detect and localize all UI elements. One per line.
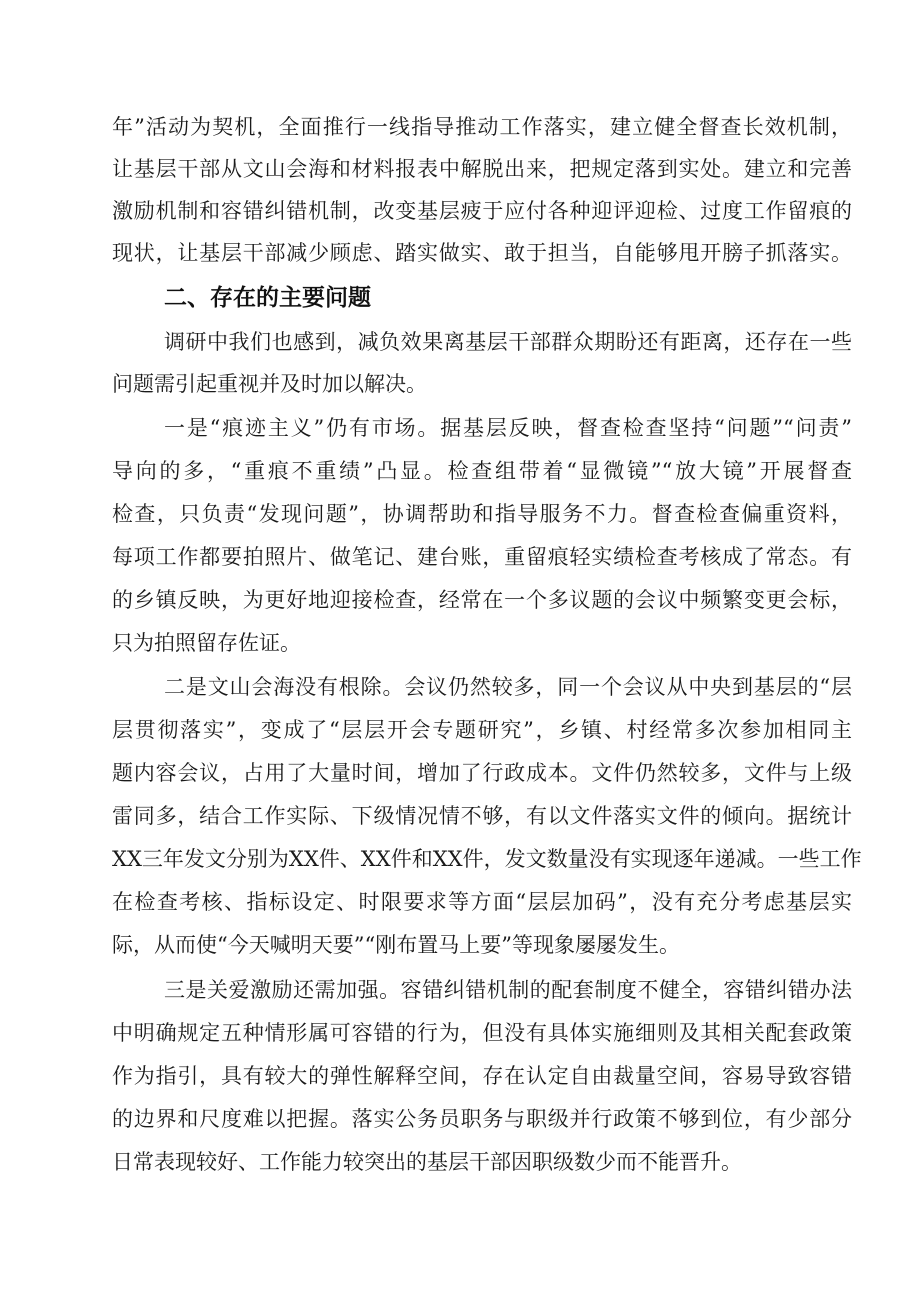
para3-line-7: 际，从而使“今天喊明天要”“刚布置马上要”等现象屡屡发生。 bbox=[112, 933, 680, 957]
intro-line-3: 激励机制和容错纠错机制，改变基层疲于应付各种迎评迎检、过度工作留痕的 bbox=[112, 199, 852, 223]
para3-line-3: 题内容会议，占用了大量时间，增加了行政成本。文件仍然较多，文件与上级 bbox=[112, 761, 852, 785]
para1-line-2: 问题需引起重视并及时加以解决。 bbox=[112, 372, 427, 396]
intro-line-2: 让基层干部从文山会海和材料报表中解脱出来，把规定落到实处。建立和完善 bbox=[112, 157, 852, 181]
para2-line-4: 每项工作都要拍照片、做笔记、建台账，重留痕轻实绩检查考核成了常态。有 bbox=[112, 545, 852, 569]
para2-line-3: 检查，只负责“发现问题”，协调帮助和指导服务不力。督查检查偏重资料， bbox=[112, 502, 852, 526]
para3-line-4: 雷同多，结合工作实际、下级情况情不够，有以文件落实文件的倾向。据统计 bbox=[112, 804, 852, 828]
para3-line-2: 层贯彻落实”，变成了“层层开会专题研究”，乡镇、村经常多次参加相同主 bbox=[112, 718, 852, 742]
para3-line-5: XX三年发文分别为XX件、XX件和XX件，发文数量没有实现逐年递减。一些工作 bbox=[112, 847, 862, 871]
para4-line-5: 日常表现较好、工作能力较突出的基层干部因职级数少而不能晋升。 bbox=[112, 1150, 742, 1174]
intro-line-4: 现状，让基层干部减少顾虑、踏实做实、敢于担当，自能够甩开膀子抓落实。 bbox=[112, 241, 852, 265]
para2-line-2: 导向的多，“重痕不重绩”凸显。检查组带着“显微镜”“放大镜”开展督查 bbox=[112, 459, 852, 483]
section-heading: 二、存在的主要问题 bbox=[164, 285, 371, 311]
para4-line-2: 中明确规定五种情形属可容错的行为，但没有具体实施细则及其相关配套政策 bbox=[112, 1021, 852, 1045]
para3-line-6: 在检查考核、指标设定、时限要求等方面“层层加码”，没有充分考虑基层实 bbox=[112, 890, 852, 914]
para2-line-1: 一是“痕迹主义”仍有市场。据基层反映，督查检查坚持“问题”“问责” bbox=[164, 416, 852, 440]
para1-line-1: 调研中我们也感到，减负效果离基层干部群众期盼还有距离，还存在一些 bbox=[164, 330, 852, 354]
para2-line-5: 的乡镇反映，为更好地迎接检查，经常在一个多议题的会议中频繁变更会标， bbox=[112, 588, 852, 612]
para4-line-1: 三是关爱激励还需加强。容错纠错机制的配套制度不健全，容错纠错办法 bbox=[164, 978, 852, 1002]
para4-line-4: 的边界和尺度难以把握。落实公务员职务与职级并行政策不够到位，有少部分 bbox=[112, 1107, 852, 1131]
para4-line-3: 作为指引，具有较大的弹性解释空间，存在认定自由裁量空间，容易导致容错 bbox=[112, 1064, 852, 1088]
para2-line-6: 只为拍照留存佐证。 bbox=[112, 631, 301, 655]
intro-line-1: 年”活动为契机，全面推行一线指导推动工作落实，建立健全督查长效机制， bbox=[112, 115, 852, 139]
para3-line-1: 二是文山会海没有根除。会议仍然较多，同一个会议从中央到基层的“层 bbox=[164, 675, 852, 699]
